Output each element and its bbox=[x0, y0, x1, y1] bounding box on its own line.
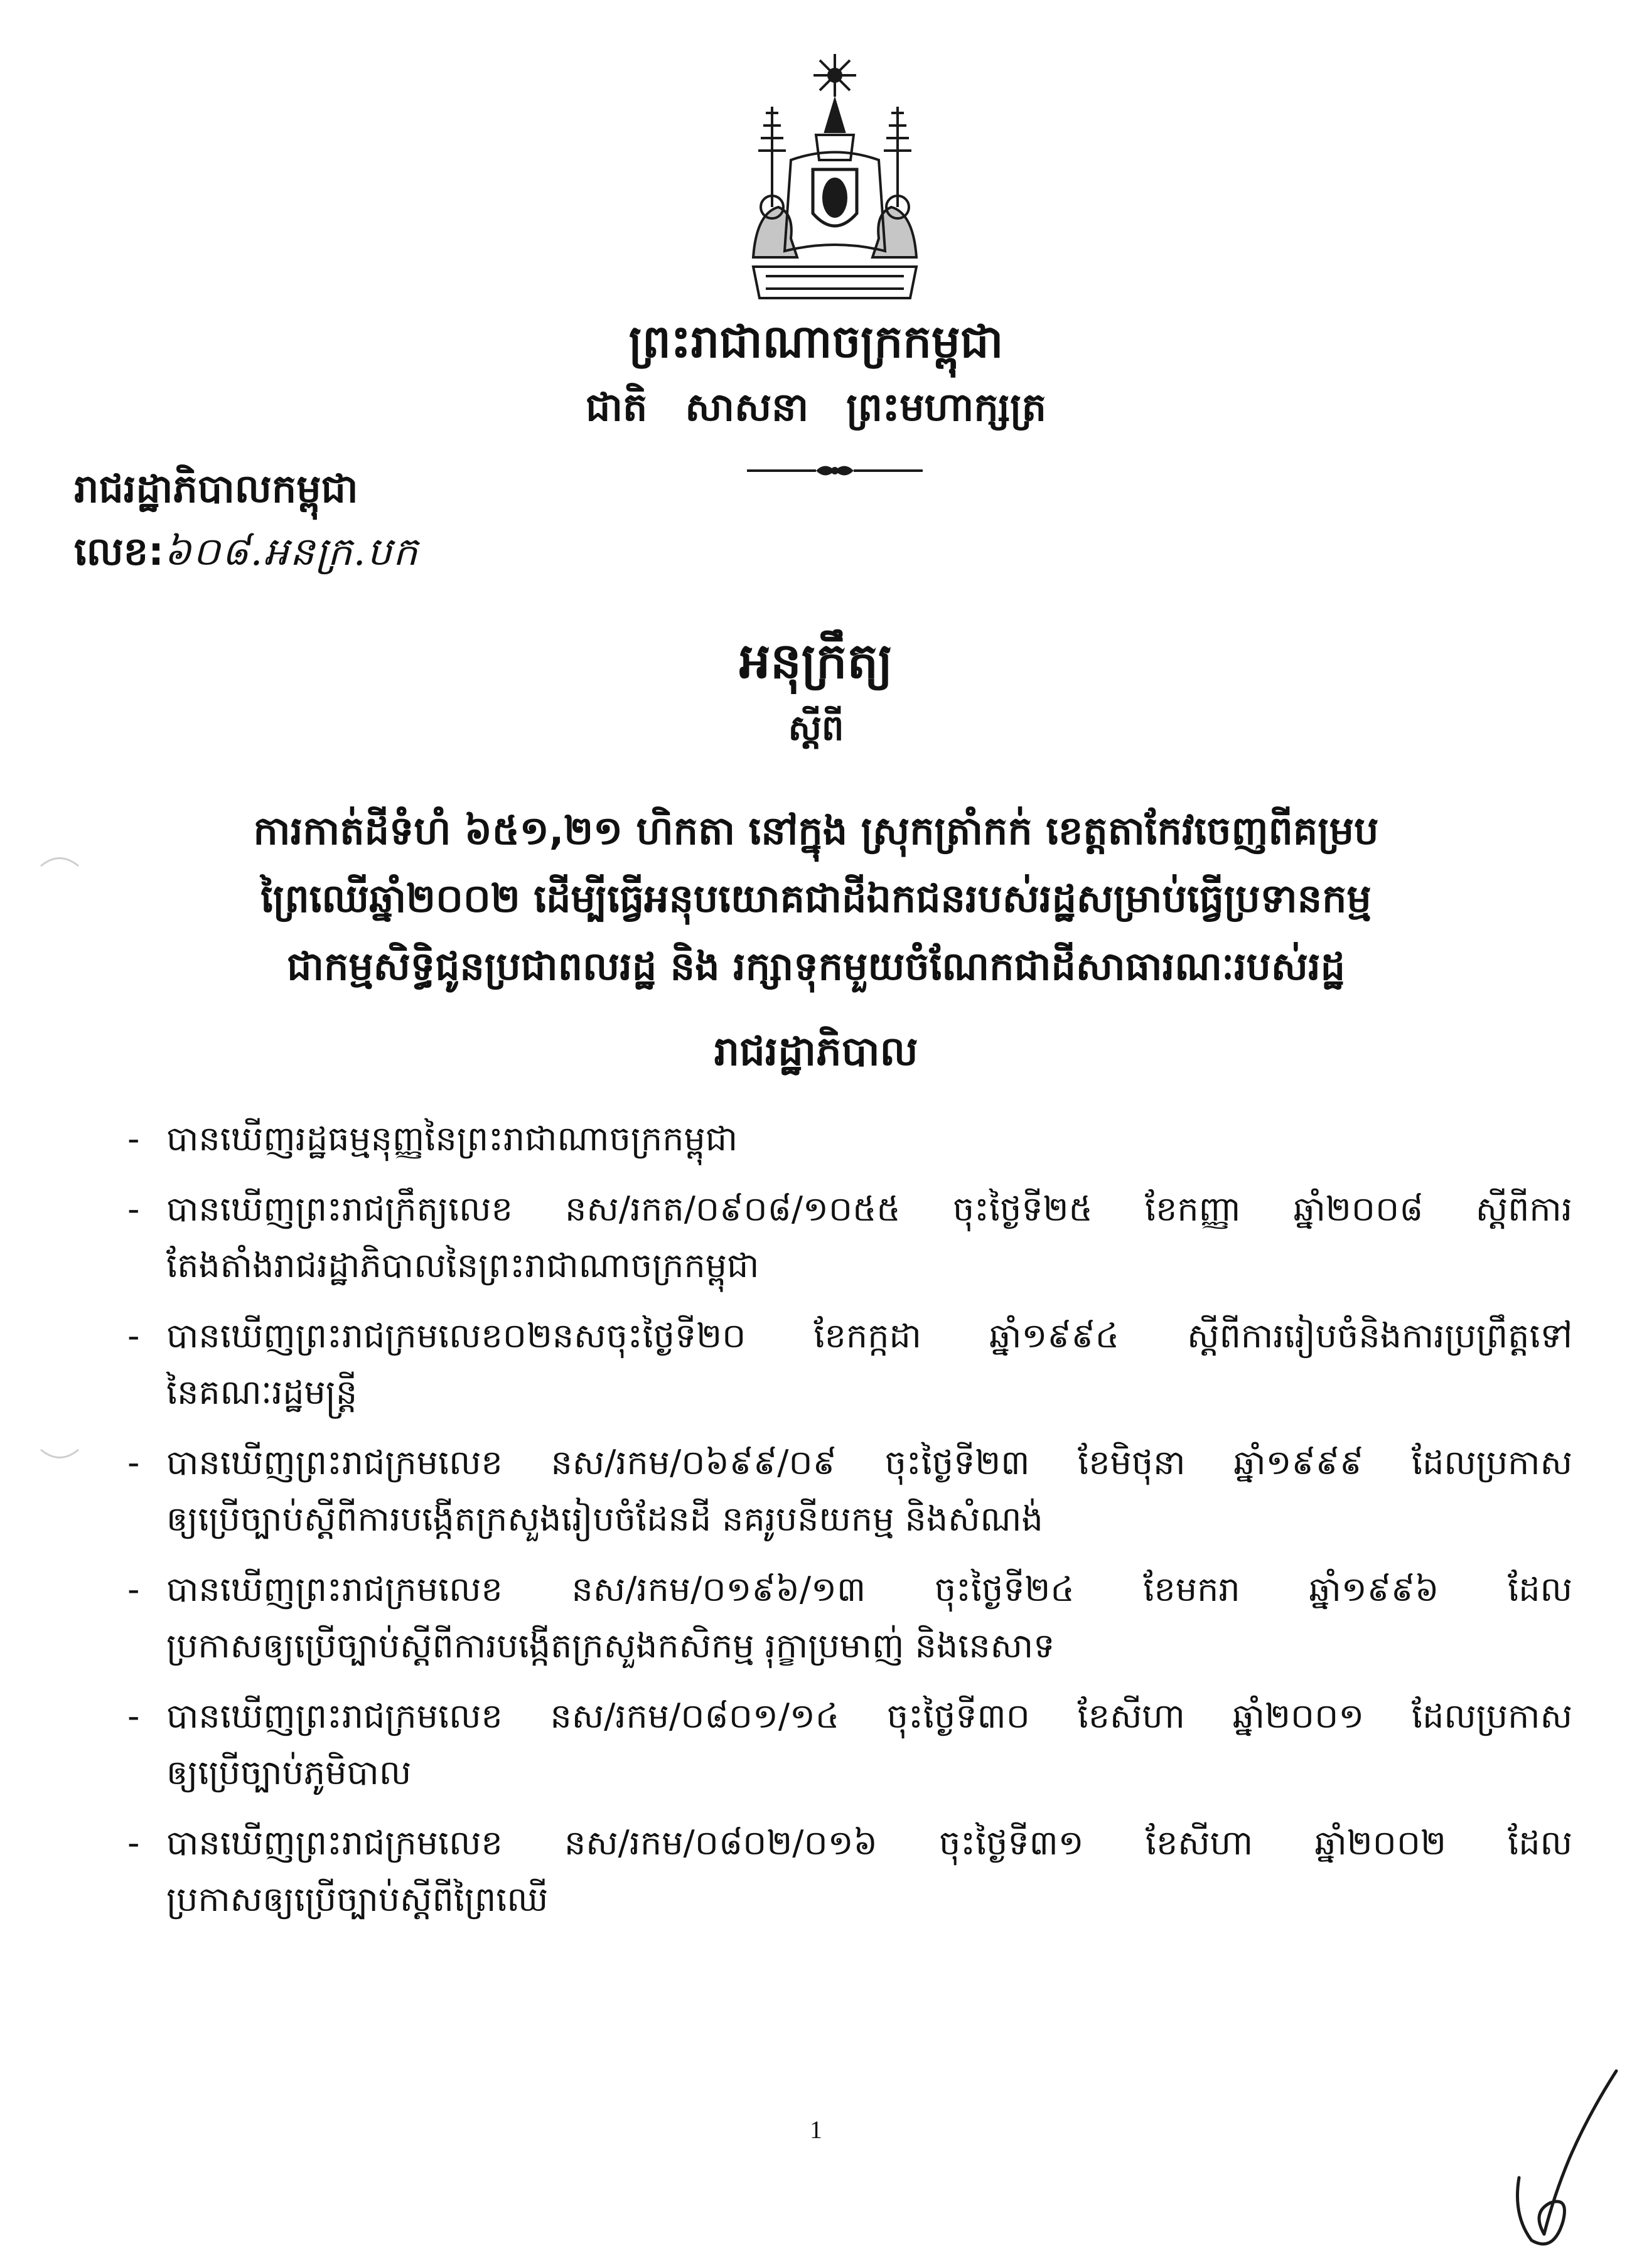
motto-religion: សាសនា bbox=[685, 384, 809, 430]
list-dash: - bbox=[127, 1823, 140, 1863]
item-line: បានឃើញព្រះរាជក្រមលេខ នស/រកម/០៨០១/១៤ ចុះថ្ងៃទី៣០ ខែសីហា ឆ្នាំ២០០១ ដែលប្រកាស bbox=[166, 1696, 1572, 1736]
list-dash: - bbox=[127, 1443, 140, 1482]
item-line: ប្រកាសឲ្យប្រើច្បាប់ស្តីពីការបង្កើតក្រសួងកសិកម្ម រុក្ខាប្រមាញ់ និងនេសាទ bbox=[166, 1626, 1055, 1666]
motto-nation: ជាតិ bbox=[586, 384, 648, 430]
list-dash: - bbox=[127, 1316, 140, 1356]
item-line: បានឃើញរដ្ឋធម្មនុញ្ញនៃព្រះរាជាណាចក្រកម្ពុជា bbox=[166, 1119, 738, 1158]
item-line: បានឃើញព្រះរាជក្រឹត្យលេខ នស/រកត/០៩០៨/១០៥៥ ចុះថ្ងៃទី២៥ ខែកញ្ញា ឆ្នាំ២០០៨ ស្តីពីការ bbox=[166, 1189, 1572, 1229]
government-heading: រាជរដ្ឋាភិបាល bbox=[714, 1029, 918, 1075]
list-dash: - bbox=[127, 1189, 140, 1229]
item-line: ឲ្យប្រើច្បាប់ស្តីពីការបង្កើតក្រសួងរៀបចំដែនដី នគរូបនីយកម្ម និងសំណង់ bbox=[166, 1499, 1043, 1539]
kingdom-title: ព្រះរាជាណាចក្រកម្ពុជា bbox=[628, 315, 1004, 368]
ornamental-divider-icon bbox=[741, 458, 929, 483]
reference-label: លេខ: bbox=[74, 528, 164, 574]
scan-mark-icon bbox=[38, 1443, 82, 1468]
item-line: បានឃើញព្រះរាជក្រមលេខ នស/រកម/០១៩៦/១៣ ចុះថ្ងៃទី២៤ ខែមករា ឆ្នាំ១៩៩៦ ដែល bbox=[166, 1570, 1572, 1609]
reference-value: ៦០៨.អនក្រ.បក bbox=[163, 528, 419, 574]
page-number: 1 bbox=[810, 2116, 822, 2144]
list-item bbox=[127, 1308, 1572, 1421]
list-item bbox=[127, 1181, 1572, 1294]
reference-number bbox=[74, 527, 419, 584]
document-on: ស្តីពី bbox=[788, 708, 844, 749]
item-line: ឲ្យប្រើច្បាប់ភូមិបាល bbox=[166, 1753, 412, 1792]
handwritten-initial-icon bbox=[1494, 2065, 1626, 2253]
subject-line: ជាកម្មសិទ្ធិជូនប្រជាពលរដ្ឋ និង រក្សាទុកមួយចំណែកជាដីសាធារណៈរបស់រដ្ឋ bbox=[287, 943, 1345, 989]
list-item bbox=[127, 1815, 1572, 1928]
list-dash: - bbox=[127, 1696, 140, 1736]
item-line: បានឃើញព្រះរាជក្រមលេខ០២នសចុះថ្ងៃទី២០ ខែកក្កដា ឆ្នាំ១៩៩៤ ស្តីពីការរៀបចំនិងការប្រព្រឹត្តទៅ bbox=[166, 1316, 1572, 1356]
list-dash: - bbox=[127, 1119, 140, 1158]
motto-king: ព្រះមហាក្សត្រ bbox=[846, 384, 1046, 430]
item-line: ប្រកាសឲ្យប្រើច្បាប់ស្តីពីព្រៃឈើ bbox=[166, 1880, 549, 1919]
legal-basis-list bbox=[127, 1111, 1572, 1942]
subject-line: ព្រៃឈើឆ្នាំ២០០២ ដើម្បីធ្វើអនុបយោគជាដីឯកជនរបស់រដ្ឋសម្រាប់ធ្វើប្រទានកម្ម bbox=[260, 875, 1372, 921]
scan-mark-icon bbox=[38, 847, 82, 872]
item-line: នៃគណៈរដ្ឋមន្ត្រី bbox=[166, 1372, 358, 1412]
royal-arms-of-cambodia-icon bbox=[741, 50, 929, 308]
item-line: តែងតាំងរាជរដ្ឋាភិបាលនៃព្រះរាជាណាចក្រកម្ពុជា bbox=[166, 1246, 760, 1285]
list-item bbox=[127, 1111, 1572, 1167]
list-dash: - bbox=[127, 1570, 140, 1609]
issuer-name: រាជរដ្ឋាភិបាលកម្ពុជា bbox=[74, 466, 358, 511]
item-line: បានឃើញព្រះរាជក្រមលេខ នស/រកម/០៦៩៩/០៩ ចុះថ្ងៃទី២៣ ខែមិថុនា ឆ្នាំ១៩៩៩ ដែលប្រកាស bbox=[166, 1443, 1572, 1482]
list-item bbox=[127, 1561, 1572, 1674]
document-subject bbox=[94, 797, 1538, 1000]
list-item bbox=[127, 1435, 1572, 1548]
national-motto bbox=[0, 383, 1632, 440]
document-type: អនុក្រឹត្យ bbox=[739, 633, 893, 690]
item-line: បានឃើញព្រះរាជក្រមលេខ នស/រកម/០៨០២/០១៦ ចុះថ្ងៃទី៣១ ខែសីហា ឆ្នាំ២០០២ ដែល bbox=[166, 1823, 1572, 1863]
subject-line: ការកាត់ដីទំហំ ៦៥១,២១ ហិកតា នៅក្នុង ស្រុកត្រាំកក់ ខេត្តតាកែវចេញពីគម្រប bbox=[253, 808, 1379, 853]
list-item bbox=[127, 1688, 1572, 1801]
